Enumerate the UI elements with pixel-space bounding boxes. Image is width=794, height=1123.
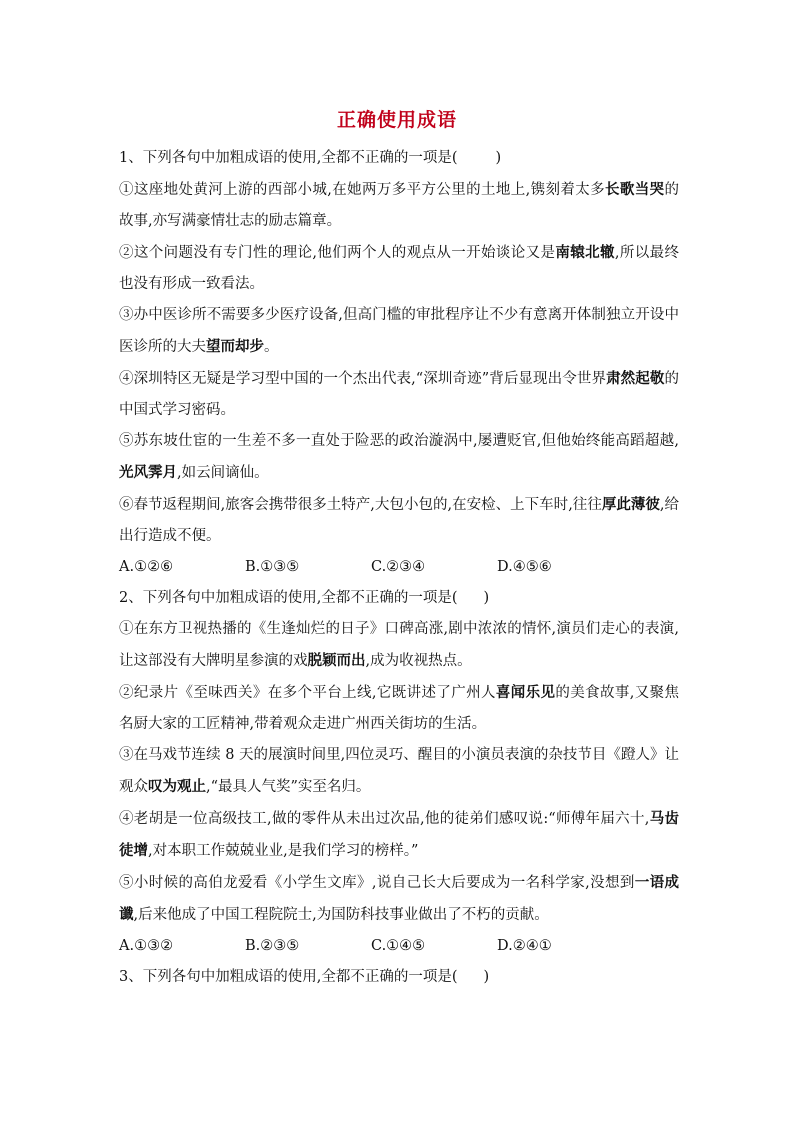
q2-item-1: ①在东方卫视热播的《生逢灿烂的日子》口碑高涨,剧中浓浓的情怀,演员们走心的表演,让这部没有大牌明星参演的戏脱颖而出,成为收视热点。 (119, 621, 679, 669)
q2-item-5: ⑤小时候的高伯龙爱看《小学生文库》,说自己长大后要成为一名科学家,没想到一语成谶,后来他成了中国工程院院士,为国防科技事业做出了不朽的贡献。 (119, 874, 680, 923)
page-title: 正确使用成语 (336, 109, 457, 131)
question-2-stem: 2、下列各句中加粗成语的使用,全都不正确的一项是( ) (119, 590, 490, 606)
q1-item-5: ⑤苏东坡仕宦的一生差不多一直处于险恶的政治漩涡中,屡遭贬官,但他始终能高蹈超越,光风霁月,如云间谪仙。 (119, 433, 679, 481)
q1-item-4: ④深圳特区无疑是学习型中国的一个杰出代表,“深圳奇迹”背后显现出令世界肃然起敬的中国式学习密码。 (119, 370, 680, 418)
bold-idiom: 马齿徒增 (119, 810, 679, 859)
q1-option-a[interactable]: A.①②⑥ (119, 559, 174, 575)
q1-option-c[interactable]: C.②③④ (371, 559, 426, 575)
q2-option-d[interactable]: D.②④① (497, 938, 552, 954)
bold-idiom: 喜闻乐见 (495, 684, 556, 701)
question-1-stem: 1、下列各句中加粗成语的使用,全都不正确的一项是( ) (119, 150, 502, 166)
q2-option-c[interactable]: C.①④⑤ (371, 938, 426, 954)
q1-item-1: ①这座地处黄河上游的西部小城,在她两万多平方公里的土地上,镌刻着太多长歌当哭的故事,亦写满豪情壮志的励志篇章。 (119, 181, 680, 229)
bold-idiom: 望而却步 (206, 338, 264, 355)
bold-idiom: 叹为观止 (148, 778, 206, 795)
bold-idiom: 一语成谶 (119, 874, 680, 923)
q1-options (119, 552, 679, 583)
q2-item-3: ③在马戏节连续 8 天的展演时间里,四位灵巧、醒目的小演员表演的杂技节目《蹬人》让观众叹为观止,“最具人气奖”实至名归。 (119, 747, 679, 795)
bold-idiom: 南辕北辙 (555, 244, 615, 261)
q2-item-2: ②纪录片《至味西关》在多个平台上线,它既讲述了广州人喜闻乐见的美食故事,又聚焦名厨大家的工匠精神,带着观众走进广州西关街坊的生活。 (119, 684, 680, 732)
q1-option-d[interactable]: D.④⑤⑥ (497, 559, 552, 575)
q1-item-3: ③办中医诊所不需要多少医疗设备,但高门槛的审批程序让不少有意离开体制独立开设中医诊所的大夫望而却步。 (119, 307, 679, 355)
bold-idiom: 长歌当哭 (605, 181, 665, 198)
q2-item-4: ④老胡是一位高级技工,做的零件从未出过次品,他的徒弟们感叹说:“师傅年届六十,马齿徒增,对本职工作兢兢业业,是我们学习的榜样。” (119, 810, 679, 859)
q2-option-a[interactable]: A.①③② (119, 938, 174, 954)
q1-item-6: ⑥春节返程期间,旅客会携带很多土特产,大包小包的,在安检、上下车时,往往厚此薄彼,给出行造成不便。 (119, 496, 680, 544)
bold-idiom: 脱颖而出 (307, 652, 366, 669)
document-body (119, 143, 679, 993)
bold-idiom: 肃然起敬 (606, 370, 665, 387)
q1-option-b[interactable]: B.①③⑤ (245, 559, 300, 575)
bold-idiom: 光风霁月 (119, 464, 177, 481)
q2-options (119, 931, 679, 962)
bold-idiom: 厚此薄彼 (601, 496, 660, 513)
question-3-stem: 3、下列各句中加粗成语的使用,全都不正确的一项是( ) (119, 969, 490, 985)
q2-option-b[interactable]: B.②③⑤ (245, 938, 300, 954)
q1-item-2: ②这个问题没有专门性的理论,他们两个人的观点从一开始谈论又是南辕北辙,所以最终也没有形成一致看法。 (119, 244, 680, 292)
